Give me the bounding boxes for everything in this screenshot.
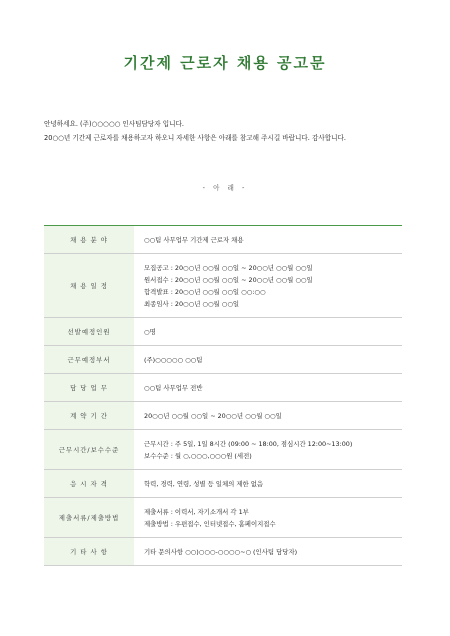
- row-value: [134, 538, 402, 566]
- row-contract-period: [44, 402, 402, 430]
- page-title: 기간제 근로자 채용 공고문: [123, 54, 327, 72]
- intro-text: [44, 117, 424, 145]
- row-value: [134, 226, 402, 254]
- row-value-line: 20○○년 ○○월 ○○일 ~ 20○○년 ○○월 ○○일: [144, 411, 282, 420]
- row-label: 제출서류/제출방법: [44, 498, 134, 538]
- row-hours-pay: [44, 430, 402, 470]
- row-label: 기 타 사 항: [44, 538, 134, 566]
- row-value-line: 보수수준 : 월 ○,○○○,○○○원 (세전): [144, 451, 252, 460]
- row-label: 선발예정인원: [44, 318, 134, 346]
- row-value: [134, 430, 402, 470]
- intro-line-notice: 20○○년 기간제 근로자를 채용하고자 하오니 자세한 사항은 아래를 참고해 주시길 바랍니다. 감사합니다.: [44, 134, 346, 142]
- row-value-line: 모집공고 : 20○○년 ○○월 ○○일 ~ 20○○년 ○○월 ○○일: [144, 263, 313, 272]
- row-documents: [44, 498, 402, 538]
- row-value-line: ○○팀 사무업무 전반: [144, 383, 203, 392]
- row-value-line: ○○팀 사무업무 기간제 근로자 채용: [144, 235, 244, 244]
- row-label: 채 용 일 정: [44, 254, 134, 318]
- row-label: 담 당 업 무: [44, 374, 134, 402]
- row-label: 근무시간/보수수준: [44, 430, 134, 470]
- row-etc: [44, 538, 402, 566]
- row-value-line: 학력, 경력, 연령, 성별 등 일체의 제한 없음: [144, 479, 264, 488]
- row-department: [44, 346, 402, 374]
- row-value-line: 기타 문의사항 ○○)○○○-○○○○~○ (인사팀 담당자): [144, 547, 298, 556]
- row-label: 계 약 기 간: [44, 402, 134, 430]
- recruitment-table: [44, 225, 402, 566]
- row-value-line: 제출서류 : 이력서, 자기소개서 각 1부: [144, 507, 249, 516]
- below-label: - 아 래 -: [202, 184, 248, 192]
- row-value: [134, 498, 402, 538]
- row-value: [134, 346, 402, 374]
- row-label: 근무예정부서: [44, 346, 134, 374]
- row-value: [134, 402, 402, 430]
- intro-line-greeting: 안녕하세요. (주)○○○○○ 인사팀담당자 입니다.: [44, 120, 184, 128]
- row-value-line: 합격발표 : 20○○년 ○○월 ○○일 ○○:○○: [144, 287, 266, 296]
- row-value: [134, 318, 402, 346]
- row-value-line: ○명: [144, 327, 156, 336]
- row-value-line: 최종임사 : 20○○년 ○○월 ○○일: [144, 299, 240, 308]
- row-value: [134, 374, 402, 402]
- row-duties: [44, 374, 402, 402]
- row-value-line: (주)○○○○○ ○○팀: [144, 355, 203, 364]
- row-value-line: 제출방법 : 우편접수, 인터넷접수, 홈페이지접수: [144, 519, 276, 528]
- row-value: [134, 254, 402, 318]
- row-headcount: [44, 318, 402, 346]
- row-value-line: 원서접수 : 20○○년 ○○월 ○○일 ~ 20○○년 ○○월 ○○일: [144, 275, 313, 284]
- row-label: 채 용 분 야: [44, 226, 134, 254]
- row-schedule: [44, 254, 402, 318]
- row-label: 응 시 자 격: [44, 470, 134, 498]
- row-qualification: [44, 470, 402, 498]
- row-field: [44, 226, 402, 254]
- row-value: [134, 470, 402, 498]
- row-value-line: 근무시간 : 주 5일, 1일 8시간 (09:00 ~ 18:00, 점심시간 12:00~13:00): [144, 439, 353, 448]
